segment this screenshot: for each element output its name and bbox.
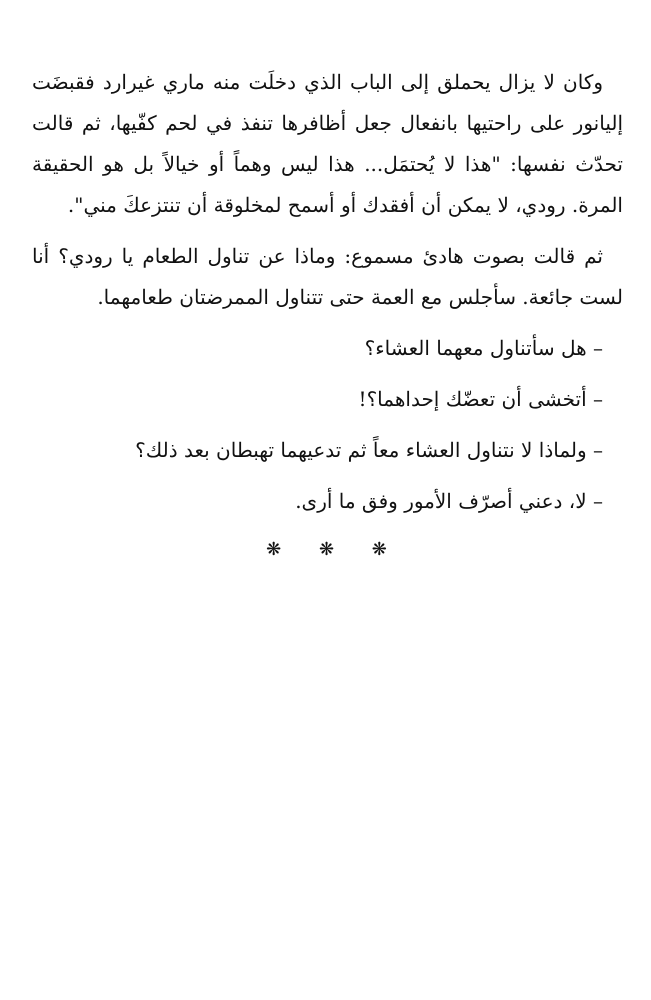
body-text	[32, 62, 623, 564]
separator-star: ❋	[318, 539, 337, 560]
separator-star: ❋	[266, 539, 284, 560]
section-separator	[32, 536, 623, 564]
dialogue-line-3: – ولماذا لا نتناول العشاء معاً ثم تدعيهما تهبطان بعد ذلك؟	[135, 438, 603, 462]
dialogue-line-2: – أتخشى أن تعضّك إحداهما؟!	[358, 387, 603, 411]
dialogue-line-4: – لا، دعني أصرّف الأمور وفق ما أرى.	[295, 489, 603, 513]
separator-star: ❋	[371, 539, 389, 560]
paragraph-1: وكان لا يزال يحملق إلى الباب الذي دخلَت منه ماري غيرارد فقبضَت إليانور على راحتيها بانفعال جعل أظافرها تنفذ في لحم كفّيها، ثم قالت تحدّث نفسها: "هذا لا يُحتمَل... هذا ليس وهماً أو خيالاً بل هو الحقيقة المرة. رودي، لا يمكن أن أفقدك أو أسمح لمخلوقة أن تنتزعكَ مني".	[32, 70, 623, 217]
dialogue-line-1: – هل سأتناول معهما العشاء؟	[364, 336, 603, 360]
paragraph-2: ثم قالت بصوت هادئ مسموع: وماذا عن تناول الطعام يا رودي؟ أنا لست جائعة. سأجلس مع العمة حتى تتناول الممرضتان طعامهما.	[32, 244, 623, 309]
